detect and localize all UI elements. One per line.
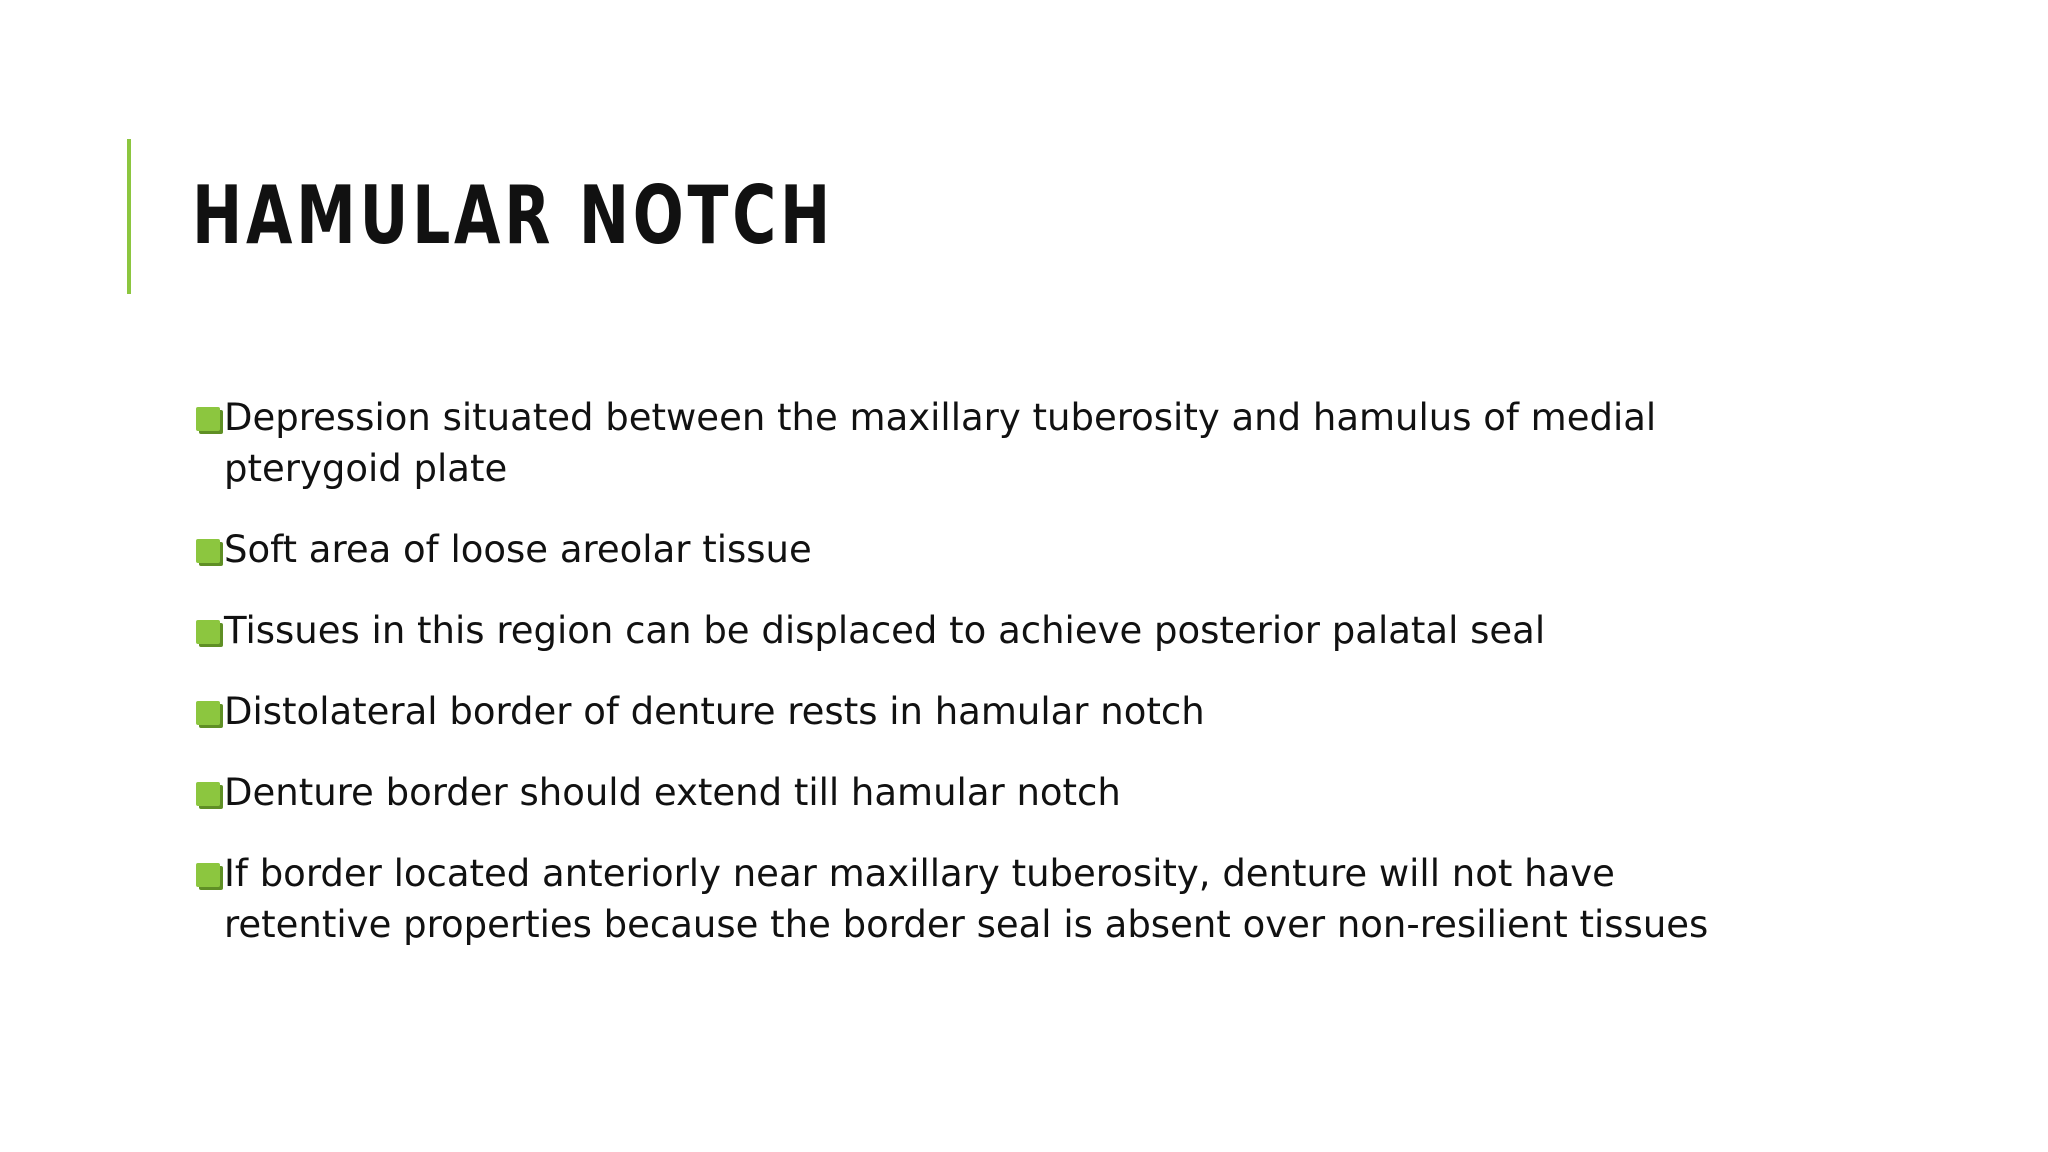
list-item [184,686,1744,737]
list-item [184,392,1744,494]
title-accent-bar [127,139,131,294]
checkbox-square-icon [196,782,220,806]
list-item [184,848,1744,950]
checkbox-square-icon [196,620,220,644]
list-item [184,605,1744,656]
checkbox-square-icon [196,539,220,563]
list-item [184,524,1744,575]
list-item [184,767,1744,818]
checkbox-square-icon [196,701,220,725]
bullet-text: Distolateral border of denture rests in hamular notch [224,690,1205,733]
bullet-text: Denture border should extend till hamular notch [224,771,1121,814]
bullet-text: If border located anteriorly near maxillary tuberosity, denture will not have retentive properties because the border seal is absent over non-resilient tissues [224,852,1709,946]
bullet-text: Tissues in this region can be displaced to achieve posterior palatal seal [224,609,1546,652]
slide-title: HAMULAR NOTCH [192,169,834,262]
checkbox-square-icon [196,863,220,887]
checkbox-square-icon [196,407,220,431]
bullet-text: Depression situated between the maxillary tuberosity and hamulus of medial pterygoid plate [224,396,1657,490]
bullet-text: Soft area of loose areolar tissue [224,528,812,571]
bullet-list [184,392,1744,980]
